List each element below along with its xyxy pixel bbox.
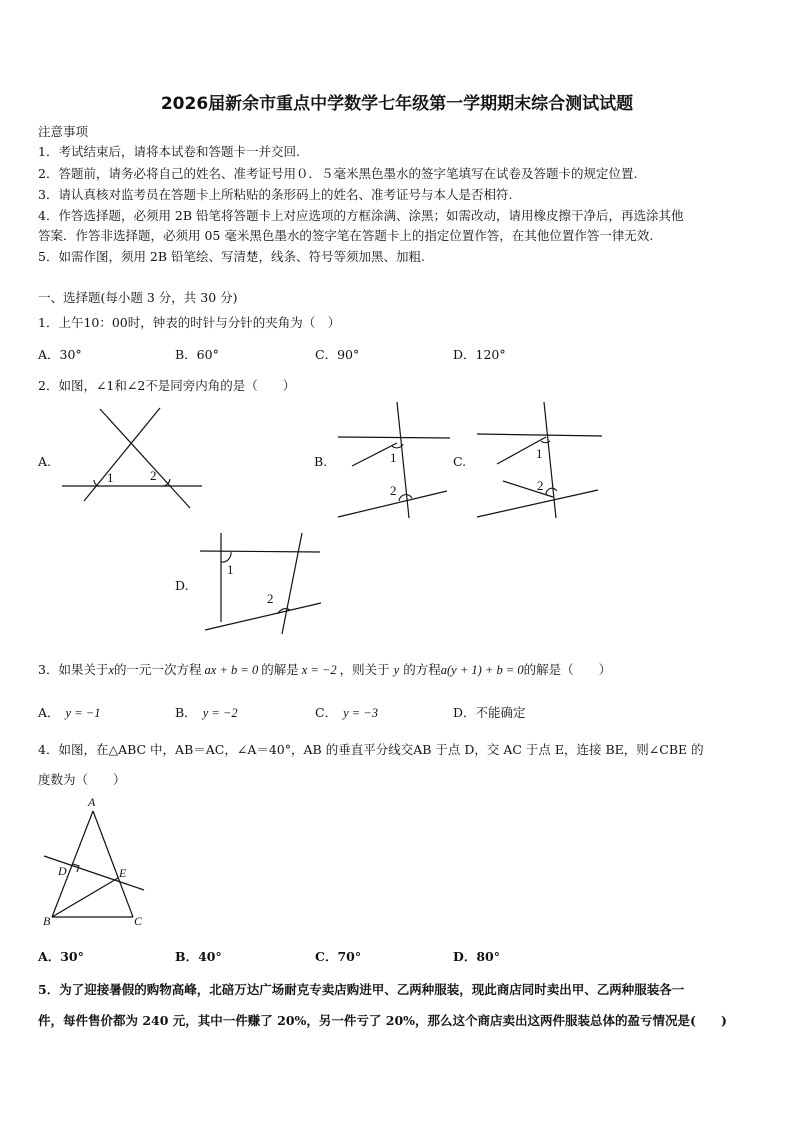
- q3-option-c: C． y = −3: [315, 705, 378, 720]
- q3-option-a: A． y = −1: [38, 705, 101, 720]
- q3-equation-1: ax + b = 0: [204, 663, 259, 677]
- fig-c-angle-label-2: 2: [537, 478, 544, 493]
- point-label-c: C: [134, 914, 143, 928]
- q1-option-b: B．60°: [175, 347, 219, 362]
- notice-item: 3．请认真核对监考员在答题卡上所粘贴的条形码上的姓名、准考证号与本人是否相符.: [38, 187, 513, 202]
- q3-stem-text: 的解是: [261, 662, 299, 677]
- fig-d-angle-label-1: 1: [227, 562, 234, 577]
- notice-item: 5．如需作图，须用 2B 铅笔绘、写清楚，线条、符号等须加黑、加粗.: [38, 249, 426, 264]
- fig-a-angle-label-1: 1: [107, 470, 114, 485]
- question-1-stem: 1．上午10：00时，钟表的时针与分针的夹角为（ ）: [38, 315, 341, 330]
- notice-item: 2．答题前，请务必将自己的姓名、准考证号用０．５毫米黑色墨水的签字笔填写在试卷及答题卡的规定位置.: [38, 166, 638, 181]
- notice-item: 1．考试结束后，请将本试卷和答题卡一并交回.: [38, 144, 300, 159]
- fig-a-angle-label-2: 2: [150, 468, 157, 483]
- point-label-a: A: [88, 795, 96, 809]
- segment-be: [52, 878, 118, 917]
- q4-option-d: D．80°: [453, 949, 500, 964]
- q4-option-b: B．40°: [175, 949, 222, 964]
- q3-var-y: y: [393, 663, 400, 677]
- q3-stem-text: 的方程: [403, 662, 441, 677]
- section-heading: 一、选择题(每小题 3 分，共 30 分): [38, 290, 238, 305]
- fig-c-angle-label-1: 1: [536, 446, 543, 461]
- point-label-d: D: [58, 864, 67, 878]
- fig-d-angle-label-2: 2: [267, 591, 274, 606]
- point-label-e: E: [119, 866, 127, 880]
- notice-item: 答案．作答非选择题，必须用 05 毫米黑色墨水的签字笔在答题卡上的指定位置作答，在其他位置作答一律无效.: [38, 228, 654, 243]
- fig-b-angle-label-1: 1: [390, 450, 397, 465]
- q3-stem-text: 的解是（ ）: [523, 662, 612, 677]
- q3-option-b: B． y = −2: [175, 705, 238, 720]
- question-5-stem-line-2: 件，每件售价都为 240 元，其中一件赚了 20%，另一件亏了 20%，那么这个商店卖出这两件服装总体的盈亏情况是( ): [38, 1013, 727, 1028]
- q2-label-a: A.: [38, 454, 52, 469]
- q1-option-c: C．90°: [315, 347, 360, 362]
- page-title: 2026届新余市重点中学数学七年级第一学期期末综合测试试题: [160, 94, 634, 114]
- fig-b-angle-label-2: 2: [390, 483, 397, 498]
- point-label-b: B: [43, 914, 51, 928]
- q1-option-a: A．30°: [38, 347, 82, 362]
- question-2-stem: 2．如图，∠1和∠2不是同旁内角的是（ ）: [38, 378, 296, 393]
- q3-option-d: D．不能确定: [453, 705, 526, 720]
- q2-label-c: C.: [453, 454, 467, 469]
- side-ac: [93, 811, 133, 917]
- q4-option-a: A．30°: [38, 949, 84, 964]
- q3-stem-text: ，则关于: [339, 662, 390, 677]
- question-4-stem-line-1: 4．如图，在△ABC 中，AB＝AC，∠A＝40°，AB 的垂直平分线交AB 于点 D，交 AC 于点 E，连接 BE，则∠CBE 的: [38, 742, 704, 757]
- notice-heading: 注意事项: [38, 124, 89, 139]
- q2-label-d: D.: [175, 578, 189, 593]
- q1-option-d: D．120°: [453, 347, 506, 362]
- right-angle-mark: [73, 864, 79, 872]
- q2-label-b: B.: [314, 454, 328, 469]
- q3-stem-text: 的一元一次方程: [114, 662, 202, 677]
- q3-solution: x = −2: [301, 663, 337, 677]
- q4-option-c: C．70°: [315, 949, 362, 964]
- q3-var-x: x: [108, 663, 115, 677]
- q3-equation-2: a(y + 1) + b = 0: [440, 663, 524, 677]
- question-5-stem-line-1: 5．为了迎接暑假的购物高峰，北碚万达广场耐克专卖店购进甲、乙两种服装，现此商店同时卖出甲、乙两种服装各一: [38, 982, 685, 997]
- notice-item: 4．作答选择题，必须用 2B 铅笔将答题卡上对应选项的方框涂满、涂黑；如需改动，请用橡皮擦干净后，再选涂其他: [38, 208, 684, 223]
- q3-stem-text: 3．如果关于: [38, 662, 109, 677]
- question-4-stem-line-2: 度数为（ ）: [38, 772, 126, 787]
